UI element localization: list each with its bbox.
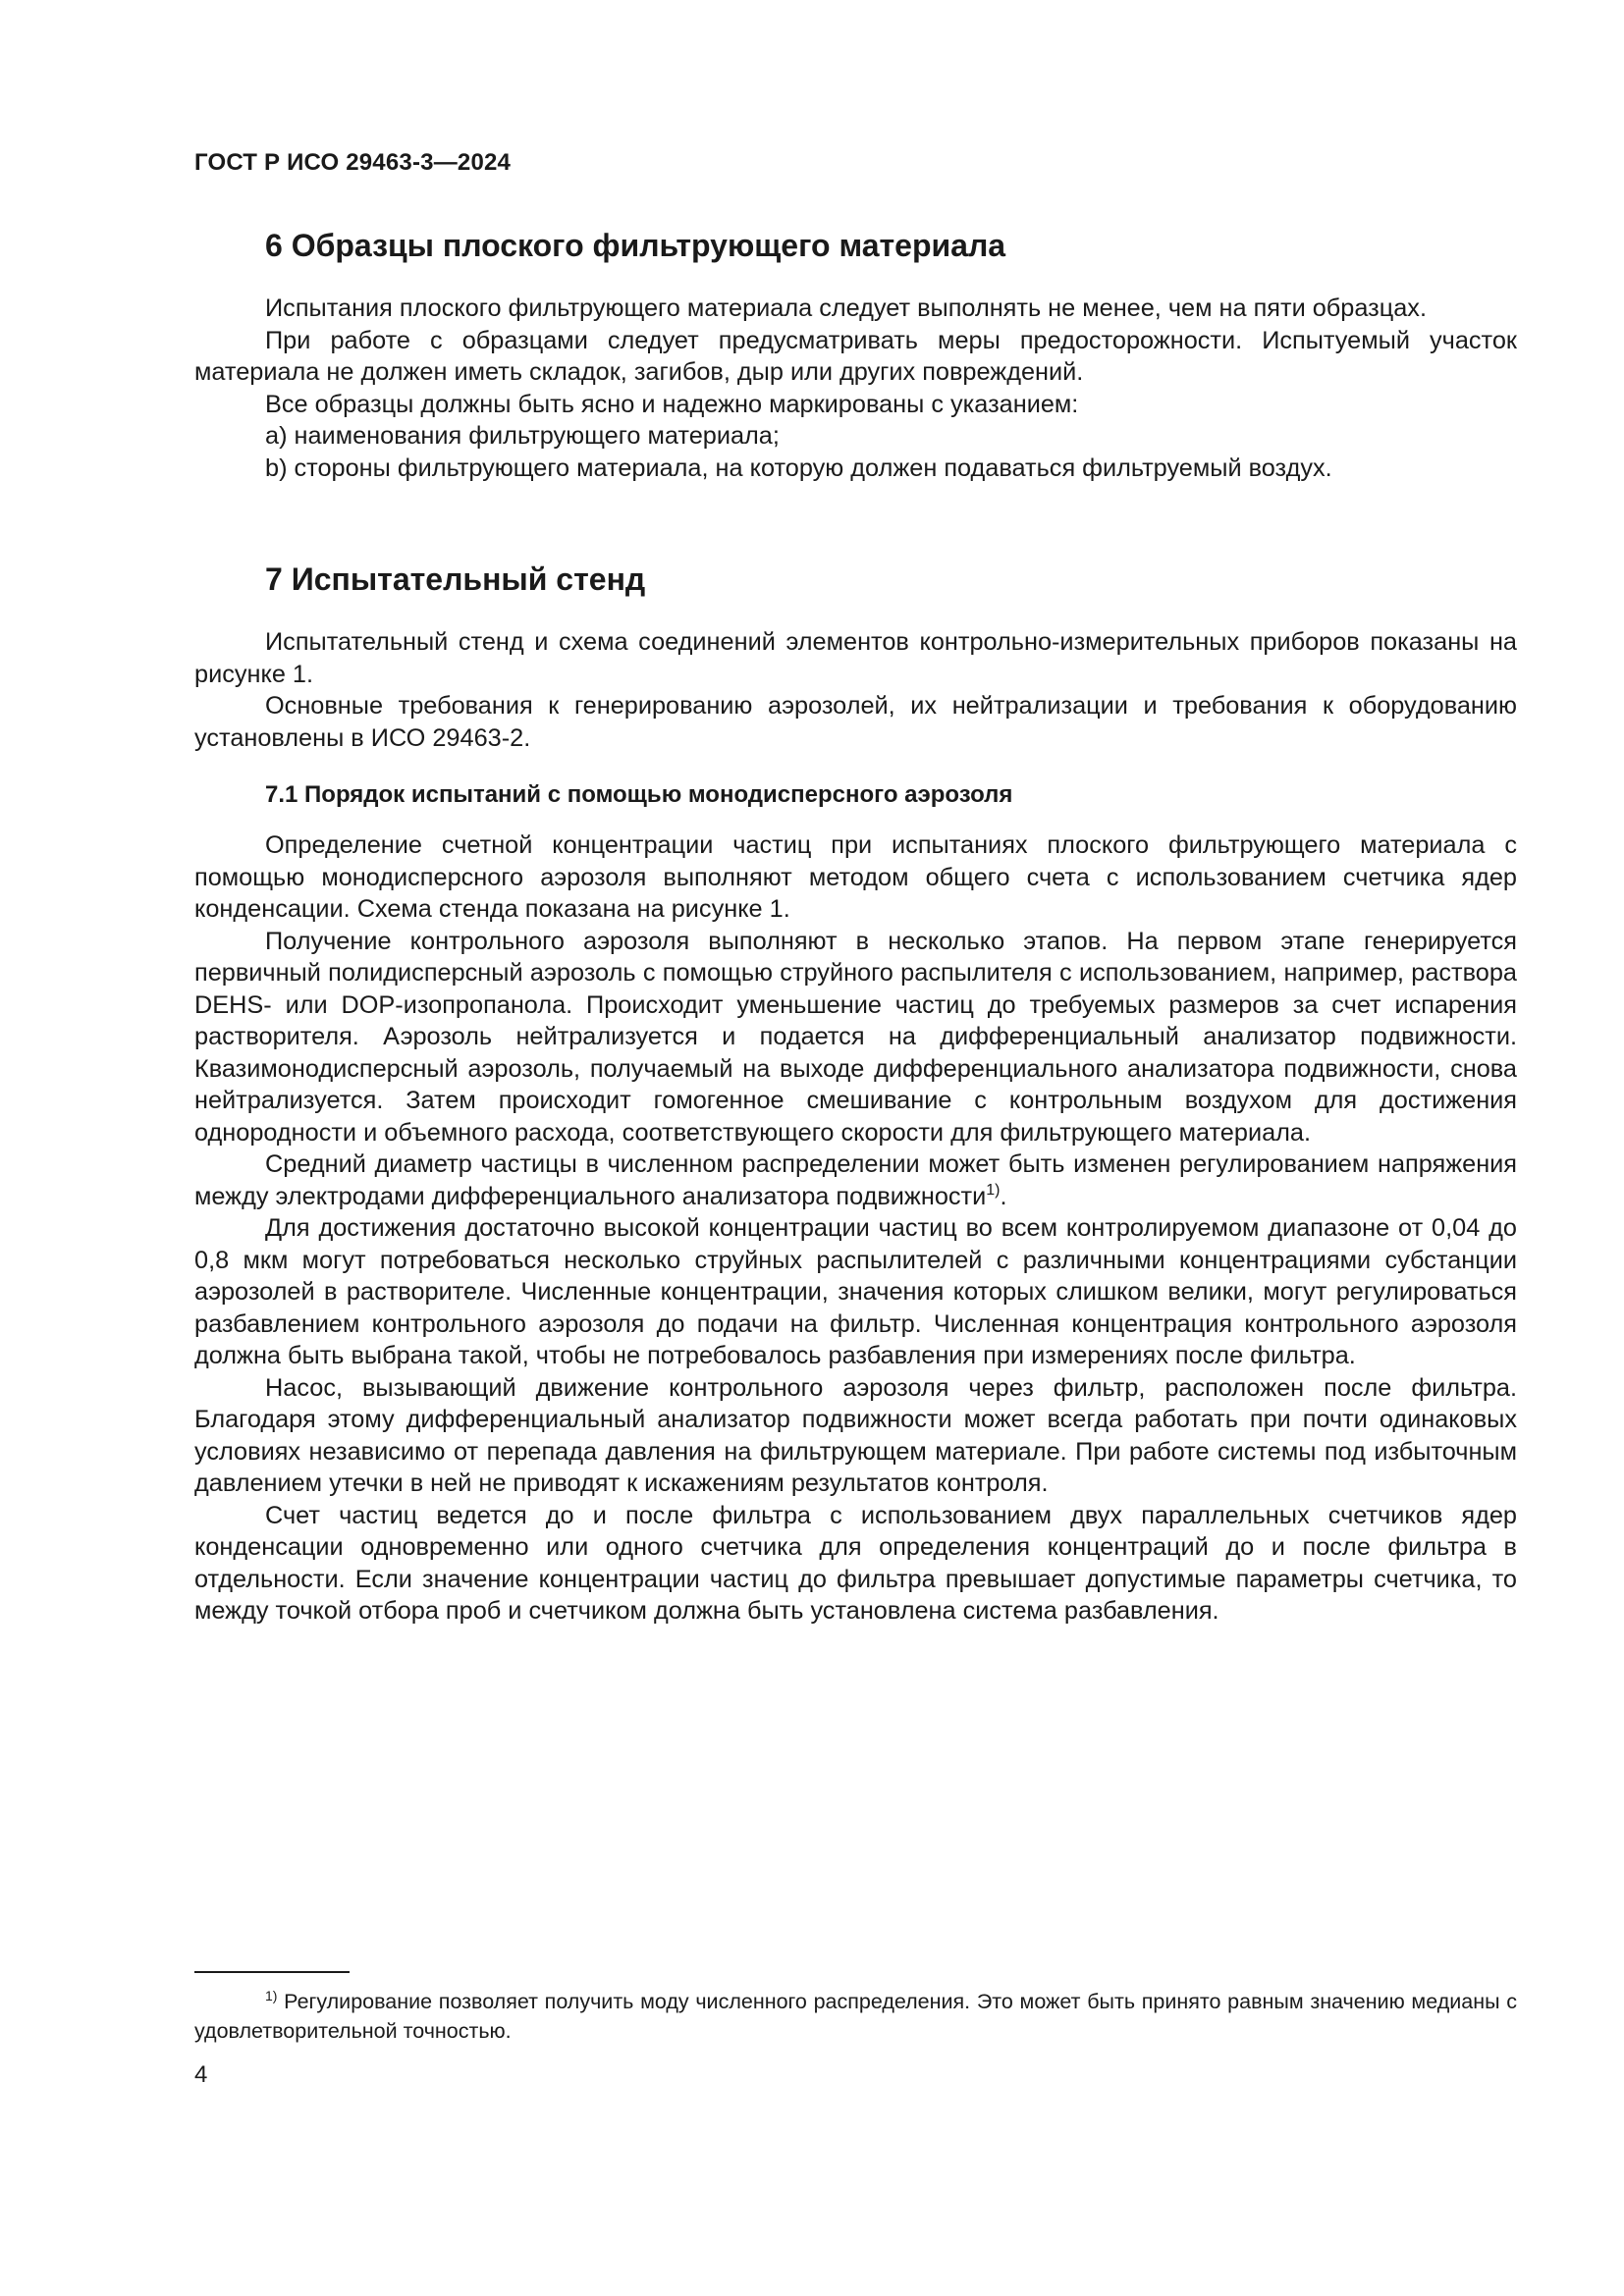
document-code: ГОСТ Р ИСО 29463-3—2024 (194, 149, 512, 176)
section-7-heading: 7 Испытательный стенд (265, 561, 646, 597)
footnote-marker: 1) (265, 1988, 278, 2003)
paragraph: Насос, вызывающий движение контрольного аэрозоля через фильтр, расположен после фильтра. Благодаря этому дифференциальный анализатор подвижности может всегда работать при почти одинаковых условиях независимо от перепада давления на фильтрующем материале. При работе системы под избыточным давлением утечки в ней не приводят к искажениям результатов контроля. (194, 1373, 1517, 1497)
paragraph-end: . (1000, 1182, 1007, 1210)
paragraph: Все образцы должны быть ясно и надежно маркированы с указанием: (265, 390, 1079, 418)
page-number: 4 (194, 2061, 208, 2088)
list-item: a) наименования фильтрующего материала; (265, 422, 780, 450)
section-6-heading: 6 Образцы плоского фильтрующего материала (265, 228, 1006, 263)
paragraph: Основные требования к генерированию аэрозолей, их нейтрализации и требования к оборудованию установлены в ИСО 29463-2. (194, 692, 1517, 752)
section-7-1 (194, 779, 1517, 1628)
paragraph (194, 1148, 1517, 1212)
footnote-divider (194, 1971, 350, 1973)
list-item: b) стороны фильтрующего материала, на которую должен подаваться фильтруемый воздух. (265, 454, 1332, 482)
section-7-1-heading: 7.1 Порядок испытаний с помощью монодисперсного аэрозоля (265, 781, 1013, 808)
paragraph-text: Средний диаметр частицы в численном распределении может быть изменен регулированием напряжения между электродами дифференциального анализатора подвижности (194, 1150, 1517, 1210)
paragraph: Счет частиц ведется до и после фильтра с использованием двух параллельных счетчиков ядер конденсации одновременно или одного счетчика для определения концентраций до и после фильтра в отдельности. Если значение концентрации частиц до фильтра превышает допустимые параметры счетчика, то между точкой отбора проб и счетчиком должна быть установлена система разбавления. (194, 1501, 1517, 1625)
section-6 (194, 226, 1517, 484)
paragraph: Получение контрольного аэрозоля выполняют в несколько этапов. На первом этапе генерируется первичный полидисперсный аэрозоль с помощью струйного распылителя с использованием, например, раствора DEHS- или DOP-изопропанола. Происходит уменьшение частиц до требуемых размеров за счет испарения растворителя. Аэрозоль нейтрализуется и подается на дифференциальный анализатор подвижности. Квазимонодисперсный аэрозоль, получаемый на выходе дифференциального анализатора подвижности, снова нейтрализуется. Затем происходит гомогенное смешивание с контрольным воздухом для достижения однородности и объемного расхода, соответствующего скорости для фильтрующего материала. (194, 927, 1517, 1147)
paragraph: Испытания плоского фильтрующего материала следует выполнять не менее, чем на пяти образцах. (265, 294, 1427, 322)
paragraph: Для достижения достаточно высокой концентрации частиц во всем контролируемом диапазоне от 0,04 до 0,8 мкм могут потребоваться несколько струйных распылителей с различными концентрациями субстанции аэрозолей в растворителе. Численные концентрации, значения которых слишком велики, могут регулироваться разбавлением контрольного аэрозоля до подачи на фильтр. Численная концентрация контрольного аэрозоля должна быть выбрана такой, чтобы не потребовалось разбавления при измерениях после фильтра. (194, 1214, 1517, 1369)
footnote-text: Регулирование позволяет получить моду численного распределения. Это может быть принято равным значению медианы с удовлетворительной точностью. (194, 1990, 1517, 2043)
footnote-reference: 1) (986, 1181, 1001, 1199)
paragraph: Испытательный стенд и схема соединений элементов контрольно-измерительных приборов показаны на рисунке 1. (194, 628, 1517, 688)
paragraph: Определение счетной концентрации частиц при испытаниях плоского фильтрующего материала с помощью монодисперсного аэрозоля выполняют методом общего счета с использованием счетчика ядер конденсации. Схема стенда показана на рисунке 1. (194, 831, 1517, 923)
section-7 (194, 560, 1517, 754)
paragraph: При работе с образцами следует предусматривать меры предосторожности. Испытуемый участок материала не должен иметь складок, загибов, дыр или других повреждений. (194, 326, 1517, 386)
footnote (194, 1987, 1517, 2046)
